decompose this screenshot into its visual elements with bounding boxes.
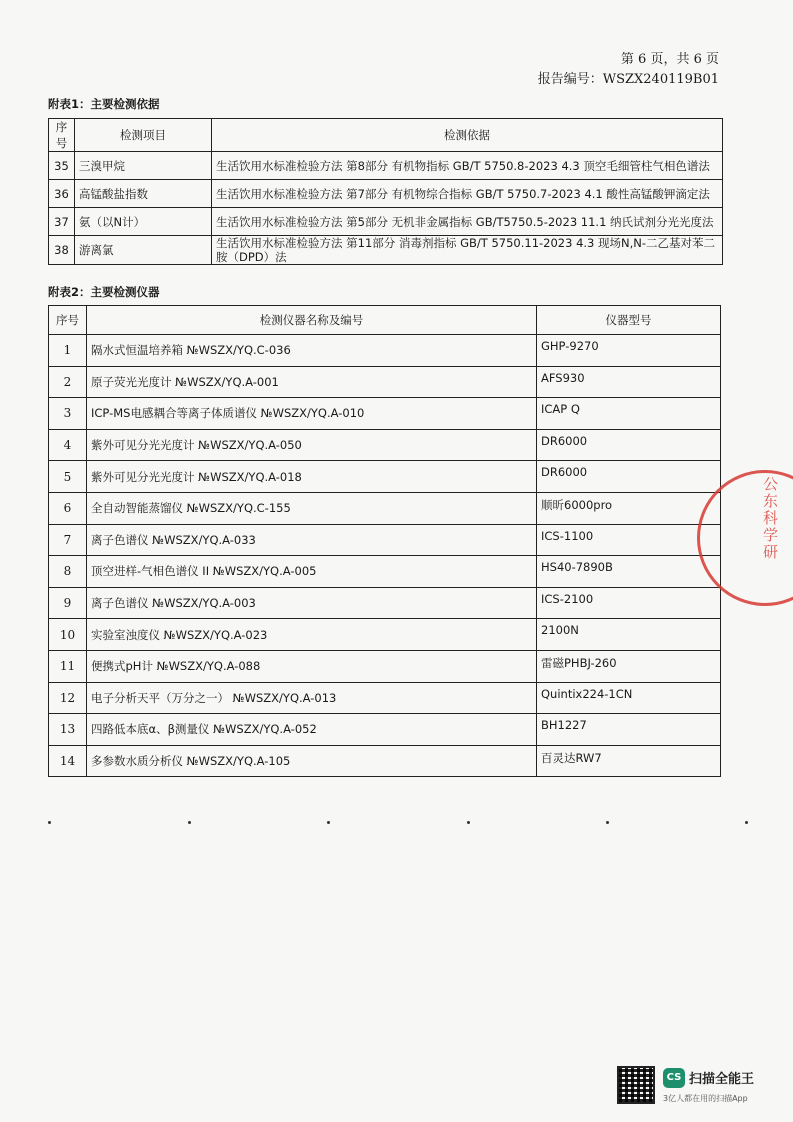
page-header — [538, 50, 719, 90]
header-cell: 序号 — [49, 119, 75, 152]
table-header-row — [49, 306, 721, 335]
instrument-name: 紫外可见分光光度计 №WSZX/YQ.A-050 — [87, 429, 537, 461]
header-cell: 检测仪器名称及编号 — [87, 306, 537, 335]
dot — [48, 821, 51, 824]
instrument-name: 离子色谱仪 №WSZX/YQ.A-003 — [87, 587, 537, 619]
table-row — [49, 745, 721, 777]
instrument-name: ICP-MS电感耦合等离子体质谱仪 №WSZX/YQ.A-010 — [87, 398, 537, 430]
appendix1-table — [48, 118, 723, 265]
instrument-model: ICS-2100 — [537, 587, 721, 619]
table-row — [49, 398, 721, 430]
detection-basis: 生活饮用水标准检验方法 第5部分 无机非金属指标 GB/T5750.5-2023 11.1 纳氏试剂分光光度法 — [212, 208, 723, 236]
table-row — [49, 208, 723, 236]
qr-code-icon — [617, 1066, 655, 1104]
instrument-model: 顺昕6000pro — [537, 492, 721, 524]
instrument-model: ICAP Q — [537, 398, 721, 430]
row-number: 36 — [49, 180, 75, 208]
instrument-model: HS40-7890B — [537, 556, 721, 588]
row-number: 13 — [49, 714, 87, 746]
row-number: 11 — [49, 650, 87, 682]
table-row — [49, 366, 721, 398]
table-row — [49, 429, 721, 461]
detection-item: 游离氯 — [75, 236, 212, 265]
instrument-name: 全自动智能蒸馏仪 №WSZX/YQ.C-155 — [87, 492, 537, 524]
instrument-model: Quintix224-1CN — [537, 682, 721, 714]
dot — [188, 821, 191, 824]
watermark-slogan: 3亿人都在用的扫描App — [663, 1094, 748, 1103]
report-number: 报告编号：WSZX240119B01 — [537, 72, 719, 87]
row-number: 35 — [49, 152, 75, 180]
table-row — [49, 619, 721, 651]
dot — [606, 821, 609, 824]
table-row — [49, 236, 723, 265]
row-number: 14 — [49, 745, 87, 777]
row-number: 38 — [49, 236, 75, 265]
scanner-watermark — [617, 1066, 777, 1108]
instrument-model: BH1227 — [537, 714, 721, 746]
decorative-dots — [0, 821, 793, 827]
table-row — [49, 587, 721, 619]
header-cell: 检测项目 — [75, 119, 212, 152]
instrument-name: 电子分析天平（万分之一） №WSZX/YQ.A-013 — [87, 682, 537, 714]
table-row — [49, 650, 721, 682]
instrument-model: AFS930 — [537, 366, 721, 398]
table-row — [49, 682, 721, 714]
table-row — [49, 335, 721, 367]
row-number: 2 — [49, 366, 87, 398]
instrument-name: 紫外可见分光光度计 №WSZX/YQ.A-018 — [87, 461, 537, 493]
instrument-name: 四路低本底α、β测量仪 №WSZX/YQ.A-052 — [87, 714, 537, 746]
detection-item: 高锰酸盐指数 — [75, 180, 212, 208]
detection-basis: 生活饮用水标准检验方法 第8部分 有机物指标 GB/T 5750.8-2023 4.3 顶空毛细管柱气相色谱法 — [212, 152, 723, 180]
table-row — [49, 461, 721, 493]
header-cell: 仪器型号 — [537, 306, 721, 335]
detection-item: 三溴甲烷 — [75, 152, 212, 180]
appendix2-table — [48, 305, 721, 777]
table-row — [49, 152, 723, 180]
table-row — [49, 714, 721, 746]
table-row — [49, 556, 721, 588]
dot — [327, 821, 330, 824]
header-cell: 检测依据 — [212, 119, 723, 152]
instrument-model: ICS-1100 — [537, 524, 721, 556]
cs-logo-icon: CS — [663, 1068, 685, 1088]
table-header-row — [49, 119, 723, 152]
instrument-model: DR6000 — [537, 429, 721, 461]
dot — [467, 821, 470, 824]
detection-item: 氨（以N计） — [75, 208, 212, 236]
row-number: 12 — [49, 682, 87, 714]
instrument-model: 雷磁PHBJ-260 — [537, 650, 721, 682]
row-number: 5 — [49, 461, 87, 493]
instrument-name: 离子色谱仪 №WSZX/YQ.A-033 — [87, 524, 537, 556]
row-number: 3 — [49, 398, 87, 430]
row-number: 8 — [49, 556, 87, 588]
row-number: 4 — [49, 429, 87, 461]
instrument-name: 便携式pH计 №WSZX/YQ.A-088 — [87, 650, 537, 682]
row-number: 10 — [49, 619, 87, 651]
appendix1-title: 附表1：主要检测依据 — [48, 97, 160, 111]
table-row — [49, 180, 723, 208]
dot — [745, 821, 748, 824]
instrument-model: DR6000 — [537, 461, 721, 493]
table-row — [49, 492, 721, 524]
row-number: 9 — [49, 587, 87, 619]
instrument-name: 原子荧光光度计 №WSZX/YQ.A-001 — [87, 366, 537, 398]
detection-basis: 生活饮用水标准检验方法 第7部分 有机物综合指标 GB/T 5750.7-2023 4.1 酸性高锰酸钾滴定法 — [212, 180, 723, 208]
header-cell: 序号 — [49, 306, 87, 335]
row-number: 37 — [49, 208, 75, 236]
page-info: 第 6 页，共 6 页 — [620, 52, 719, 67]
instrument-name: 顶空进样-气相色谱仪 II №WSZX/YQ.A-005 — [87, 556, 537, 588]
detection-basis: 生活饮用水标准检验方法 第11部分 消毒剂指标 GB/T 5750.11-2023 4.3 现场N,N-二乙基对苯二胺（DPD）法 — [212, 236, 723, 265]
instrument-model: 2100N — [537, 619, 721, 651]
seal-stamp-text: 公东科学研 — [761, 476, 779, 561]
row-number: 7 — [49, 524, 87, 556]
instrument-name: 多参数水质分析仪 №WSZX/YQ.A-105 — [87, 745, 537, 777]
appendix2-title: 附表2：主要检测仪器 — [48, 285, 160, 299]
instrument-model: 百灵达RW7 — [537, 745, 721, 777]
instrument-model: GHP-9270 — [537, 335, 721, 367]
instrument-name: 实验室浊度仪 №WSZX/YQ.A-023 — [87, 619, 537, 651]
row-number: 6 — [49, 492, 87, 524]
instrument-name: 隔水式恒温培养箱 №WSZX/YQ.C-036 — [87, 335, 537, 367]
watermark-app-name: 扫描全能王 — [689, 1072, 755, 1087]
row-number: 1 — [49, 335, 87, 367]
table-row — [49, 524, 721, 556]
